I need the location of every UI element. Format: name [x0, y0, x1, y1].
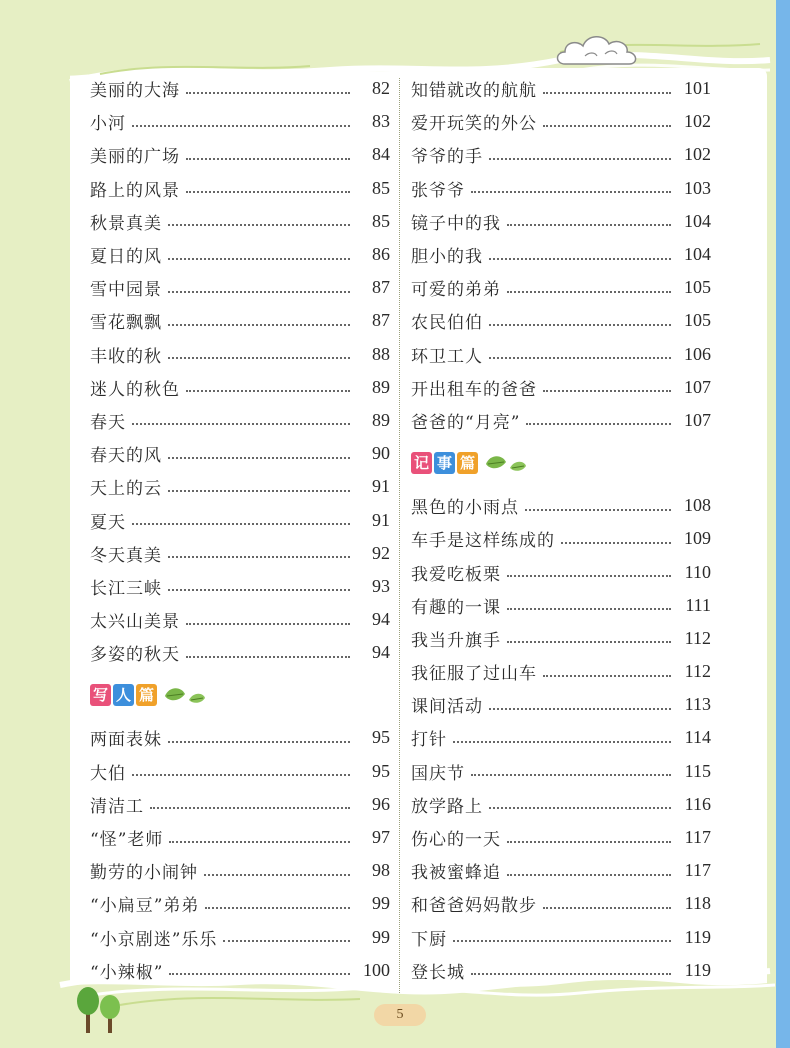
toc-entry-page: 113: [684, 694, 711, 715]
toc-entry-page: 117: [684, 827, 711, 848]
toc-entry-page: 105: [684, 277, 711, 298]
toc-entry-title: 打针: [411, 725, 451, 750]
toc-entry-title: 春天: [90, 408, 130, 433]
dot-leader: [507, 841, 671, 843]
toc-entry[interactable]: [90, 404, 390, 437]
toc-entry-page: 102: [684, 111, 711, 132]
toc-entry-page: 83: [372, 111, 390, 132]
toc-entry-title: 爷爷的手: [411, 142, 487, 167]
toc-entry-title: 伤心的一天: [411, 825, 505, 850]
dot-leader: [168, 457, 350, 459]
toc-entry[interactable]: [411, 205, 711, 238]
dot-leader: [507, 641, 671, 643]
dot-leader: [453, 940, 671, 942]
section-badge-char: 篇: [136, 684, 157, 706]
toc-entry-page: 110: [684, 561, 711, 582]
toc-entry-title: 天上的云: [90, 474, 166, 499]
toc-entry[interactable]: [411, 271, 711, 304]
toc-entry-page: 82: [372, 78, 390, 99]
toc-entry-page: 112: [684, 627, 711, 648]
toc-entry-title: 有趣的一课: [411, 593, 505, 618]
toc-entry-title: 张爷爷: [411, 176, 469, 201]
dot-leader: [168, 589, 350, 591]
toc-entry-page: 91: [372, 476, 390, 497]
toc-entry-page: 109: [684, 528, 711, 549]
toc-entry[interactable]: [411, 788, 711, 821]
dot-leader: [132, 774, 350, 776]
toc-entry-title: “怪”老师: [90, 825, 167, 850]
toc-entry-title: 环卫工人: [411, 342, 487, 367]
toc-entry-title: 秋景真美: [90, 209, 166, 234]
toc-entry-page: 119: [684, 959, 711, 980]
toc-entry-title: 勤劳的小闹钟: [90, 858, 202, 883]
toc-entry-title: 镜子中的我: [411, 209, 505, 234]
toc-entry-page: 94: [372, 642, 390, 663]
dot-leader: [489, 708, 671, 710]
dot-leader: [168, 357, 350, 359]
toc-entry-title: 可爱的弟弟: [411, 275, 505, 300]
toc-entry-title: “小辣椒”: [90, 958, 167, 983]
toc-entry[interactable]: [90, 954, 390, 987]
toc-entry[interactable]: [411, 655, 711, 688]
toc-entry-title: 长江三峡: [90, 574, 166, 599]
toc-entry-page: 119: [684, 926, 711, 947]
toc-entry-page: 111: [685, 594, 711, 615]
tree-icon: [72, 985, 132, 1035]
dot-leader: [168, 224, 350, 226]
dot-leader: [471, 191, 671, 193]
cloud-icon: [555, 30, 640, 72]
dot-leader: [204, 874, 350, 876]
toc-entry[interactable]: [90, 921, 390, 954]
toc-entry-page: 95: [372, 727, 390, 748]
toc-entry-page: 105: [684, 310, 711, 331]
toc-entry-title: 雪花飘飘: [90, 308, 166, 333]
toc-entry[interactable]: [90, 437, 390, 470]
toc-entry-page: 88: [372, 343, 390, 364]
toc-entry-page: 87: [372, 277, 390, 298]
toc-entry[interactable]: [90, 887, 390, 920]
toc-entry[interactable]: [411, 755, 711, 788]
toc-entry-title: “小京剧迷”乐乐: [90, 925, 221, 950]
toc-entry-title: 夏天: [90, 508, 130, 533]
right-edge-strip: [776, 0, 790, 1048]
dot-leader: [168, 556, 350, 558]
toc-entry-page: 89: [372, 376, 390, 397]
toc-entry-title: 美丽的大海: [90, 76, 184, 101]
section-heading-people: [90, 669, 390, 721]
section-badge-char: 事: [434, 452, 455, 474]
toc-entry[interactable]: [90, 304, 390, 337]
toc-entry-page: 97: [372, 827, 390, 848]
toc-entry-page: 112: [684, 661, 711, 682]
page-number-badge: 5: [374, 1004, 426, 1026]
toc-entry-page: 95: [372, 760, 390, 781]
dot-leader: [168, 741, 350, 743]
dot-leader: [525, 509, 671, 511]
toc-entry[interactable]: [90, 470, 390, 503]
toc-entry-title: 我爱吃板栗: [411, 560, 505, 585]
toc-entry-page: 106: [684, 343, 711, 364]
toc-entry-title: 美丽的广场: [90, 142, 184, 167]
toc-entry[interactable]: [411, 921, 711, 954]
toc-entry-page: 118: [684, 893, 711, 914]
dot-leader: [507, 224, 671, 226]
dot-leader: [526, 423, 671, 425]
leaf-icon: [484, 452, 530, 474]
dot-leader: [150, 807, 350, 809]
dot-leader: [543, 390, 671, 392]
dot-leader: [489, 357, 671, 359]
toc-entry-page: 104: [684, 244, 711, 265]
toc-entry[interactable]: [411, 72, 711, 105]
dot-leader: [168, 490, 350, 492]
toc-entry[interactable]: [411, 622, 711, 655]
toc-left-column: [90, 72, 390, 987]
dot-leader: [507, 608, 671, 610]
toc-entry[interactable]: [90, 138, 390, 171]
toc-entry[interactable]: [411, 172, 711, 205]
toc-entry[interactable]: [90, 238, 390, 271]
section-heading-events: [411, 437, 711, 489]
toc-entry[interactable]: [90, 854, 390, 887]
toc-entry-title: 和爸爸妈妈散步: [411, 891, 541, 916]
toc-entry-page: 107: [684, 409, 711, 430]
dot-leader: [543, 125, 671, 127]
toc-entry-page: 104: [684, 210, 711, 231]
toc-entry-title: 冬天真美: [90, 541, 166, 566]
toc-entry[interactable]: [411, 821, 711, 854]
section-badge-char: 篇: [457, 452, 478, 474]
toc-entry-page: 96: [372, 793, 390, 814]
section-badge-char: 写: [90, 684, 111, 706]
toc-entry-title: 下厨: [411, 925, 451, 950]
toc-entry-title: 我当升旗手: [411, 626, 505, 651]
toc-entry-title: 大伯: [90, 759, 130, 784]
dot-leader: [168, 324, 350, 326]
toc-entry-title: 知错就改的航航: [411, 76, 541, 101]
dot-leader: [186, 158, 350, 160]
toc-entry[interactable]: [411, 138, 711, 171]
toc-entry-page: 98: [372, 860, 390, 881]
dot-leader: [186, 390, 350, 392]
toc-entry-title: 爱开玩笑的外公: [411, 109, 541, 134]
dot-leader: [223, 940, 350, 942]
dot-leader: [132, 125, 350, 127]
toc-entry[interactable]: [90, 172, 390, 205]
toc-entry[interactable]: [90, 105, 390, 138]
toc-entry-page: 93: [372, 575, 390, 596]
toc-entry-title: 我征服了过山车: [411, 659, 541, 684]
toc-entry-title: 胆小的我: [411, 242, 487, 267]
dot-leader: [471, 774, 671, 776]
toc-entry-page: 89: [372, 409, 390, 430]
toc-entry[interactable]: [90, 503, 390, 536]
toc-entry-page: 99: [372, 893, 390, 914]
dot-leader: [489, 258, 671, 260]
dot-leader: [489, 807, 671, 809]
toc-entry-page: 108: [684, 495, 711, 516]
toc-entry-page: 85: [372, 177, 390, 198]
toc-entry-title: 放学路上: [411, 792, 487, 817]
toc-entry[interactable]: [90, 271, 390, 304]
dot-leader: [168, 258, 350, 260]
toc-entry[interactable]: [411, 954, 711, 987]
toc-entry-title: 爸爸的“月亮”: [411, 408, 524, 433]
toc-entry[interactable]: [411, 854, 711, 887]
dot-leader: [205, 907, 350, 909]
toc-entry[interactable]: [90, 821, 390, 854]
toc-entry-title: 小河: [90, 109, 130, 134]
toc-entry[interactable]: [411, 589, 711, 622]
toc-entry-title: 开出租车的爸爸: [411, 375, 541, 400]
dot-leader: [169, 841, 350, 843]
toc-entry-title: 我被蜜蜂追: [411, 858, 505, 883]
toc-entry-title: 春天的风: [90, 441, 166, 466]
toc-entry[interactable]: [90, 570, 390, 603]
toc-entry[interactable]: [411, 489, 711, 522]
dot-leader: [507, 874, 671, 876]
dot-leader: [186, 656, 350, 658]
toc-entry-title: 清洁工: [90, 792, 148, 817]
toc-entry[interactable]: [90, 371, 390, 404]
dot-leader: [186, 623, 350, 625]
toc-entry[interactable]: [411, 105, 711, 138]
toc-entry-title: 农民伯伯: [411, 308, 487, 333]
toc-entry-page: 115: [684, 760, 711, 781]
dot-leader: [132, 423, 350, 425]
toc-entry[interactable]: [411, 238, 711, 271]
toc-entry[interactable]: [411, 887, 711, 920]
toc-entry-title: 登长城: [411, 958, 469, 983]
toc-entry[interactable]: [411, 338, 711, 371]
toc-entry-title: 两面表妹: [90, 725, 166, 750]
toc-entry-page: 114: [684, 727, 711, 748]
toc-entry-title: 迷人的秋色: [90, 375, 184, 400]
toc-entry[interactable]: [90, 72, 390, 105]
toc-entry-page: 116: [684, 793, 711, 814]
toc-entry[interactable]: [90, 338, 390, 371]
toc-entry[interactable]: [90, 205, 390, 238]
dot-leader: [489, 324, 671, 326]
dot-leader: [561, 542, 671, 544]
toc-entry[interactable]: [411, 304, 711, 337]
toc-entry-page: 94: [372, 609, 390, 630]
toc-entry-title: 国庆节: [411, 759, 469, 784]
toc-entry-title: “小扁豆”弟弟: [90, 891, 203, 916]
toc-entry-page: 101: [684, 78, 711, 99]
section-badge-char: 人: [113, 684, 134, 706]
toc-entry[interactable]: [90, 721, 390, 754]
toc-right-column: [411, 72, 711, 987]
toc-entry-title: 多姿的秋天: [90, 640, 184, 665]
toc-entry[interactable]: [411, 555, 711, 588]
toc-entry[interactable]: [411, 721, 711, 754]
toc-entry[interactable]: [90, 755, 390, 788]
dot-leader: [507, 575, 671, 577]
toc-entry-title: 夏日的风: [90, 242, 166, 267]
toc-entry-title: 雪中园景: [90, 275, 166, 300]
toc-entry-title: 路上的风景: [90, 176, 184, 201]
dot-leader: [543, 92, 671, 94]
toc-entry-page: 90: [372, 443, 390, 464]
toc-entry-title: 车手是这样练成的: [411, 526, 559, 551]
toc-entry[interactable]: [411, 404, 711, 437]
toc-entry-page: 85: [372, 210, 390, 231]
dot-leader: [489, 158, 671, 160]
toc-entry-page: 99: [372, 926, 390, 947]
toc-entry-page: 107: [684, 376, 711, 397]
toc-entry-page: 92: [372, 542, 390, 563]
dot-leader: [543, 907, 671, 909]
toc-entry-title: 太兴山美景: [90, 607, 184, 632]
toc-entry[interactable]: [411, 522, 711, 555]
toc-entry-title: 黑色的小雨点: [411, 493, 523, 518]
toc-entry-title: 课间活动: [411, 692, 487, 717]
toc-entry-title: 丰收的秋: [90, 342, 166, 367]
dot-leader: [507, 291, 671, 293]
toc-entry[interactable]: [90, 603, 390, 636]
toc-entry-page: 100: [363, 959, 390, 980]
toc-entry[interactable]: [90, 636, 390, 669]
toc-entry-page: 86: [372, 244, 390, 265]
leaf-icon: [163, 684, 209, 706]
column-divider: [399, 78, 400, 993]
toc-entry[interactable]: [90, 537, 390, 570]
dot-leader: [169, 973, 350, 975]
dot-leader: [543, 675, 671, 677]
dot-leader: [186, 92, 350, 94]
dot-leader: [186, 191, 350, 193]
toc-entry-page: 103: [684, 177, 711, 198]
toc-entry[interactable]: [411, 688, 711, 721]
dot-leader: [132, 523, 350, 525]
toc-entry-page: 91: [372, 509, 390, 530]
toc-entry[interactable]: [411, 371, 711, 404]
dot-leader: [168, 291, 350, 293]
toc-entry-page: 102: [684, 144, 711, 165]
toc-entry-page: 117: [684, 860, 711, 881]
section-badge-char: 记: [411, 452, 432, 474]
toc-entry[interactable]: [90, 788, 390, 821]
dot-leader: [453, 741, 671, 743]
dot-leader: [471, 973, 671, 975]
toc-entry-page: 87: [372, 310, 390, 331]
toc-entry-page: 84: [372, 144, 390, 165]
